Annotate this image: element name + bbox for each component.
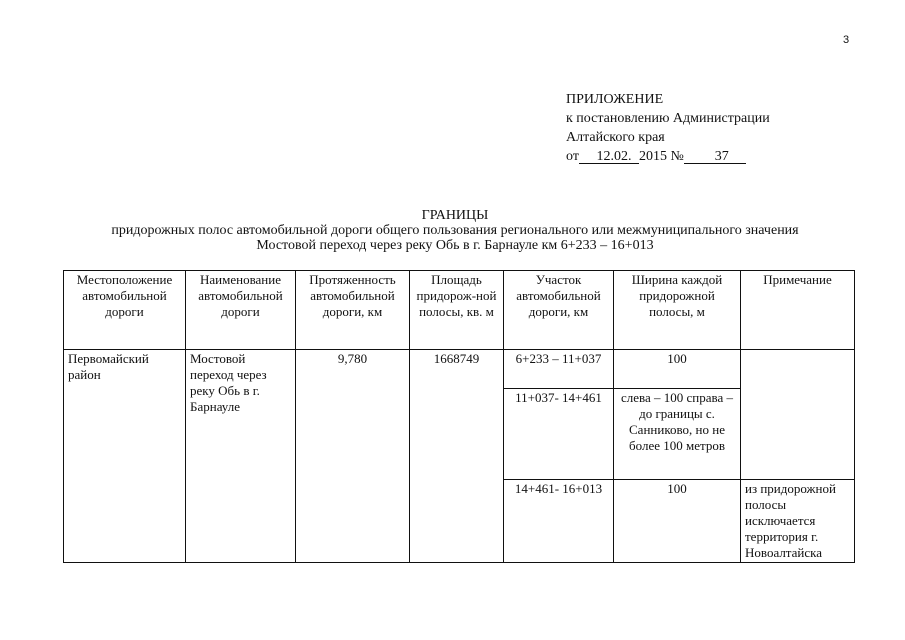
appendix-line-2: Алтайского края — [566, 130, 665, 145]
cell-length: 9,780 — [296, 350, 410, 563]
heading-line-1: придорожных полос автомобильной дороги общего пользования регионального или межмуниципального значения — [111, 223, 799, 238]
header-area: Площадь придорож-ной полосы, кв. м — [410, 271, 504, 350]
table-header-row — [64, 271, 855, 350]
appendix-title: ПРИЛОЖЕНИЕ — [566, 92, 664, 107]
heading-title: ГРАНИЦЫ — [421, 208, 489, 223]
cell-section-note — [741, 350, 855, 480]
cell-section-width: 100 — [614, 350, 741, 389]
cell-area: 1668749 — [410, 350, 504, 563]
appendix-number: 37 — [684, 150, 746, 164]
cell-section-range: 11+037- 14+461 — [504, 389, 614, 480]
header-width: Ширина каждой придорожной полосы, м — [614, 271, 741, 350]
cell-section-width: 100 — [614, 480, 741, 563]
cell-section-width: слева – 100 справа – до границы с. Санниково, но не более 100 метров — [614, 389, 741, 480]
header-length: Протяженность автомобильной дороги, км — [296, 271, 410, 350]
appendix-from-label: от — [566, 149, 579, 164]
header-road-name: Наименование автомобильной дороги — [186, 271, 296, 350]
header-section: Участок автомобильной дороги, км — [504, 271, 614, 350]
page-number: 3 — [843, 34, 850, 46]
table-row — [64, 350, 855, 389]
cell-section-range: 14+461- 16+013 — [504, 480, 614, 563]
header-location: Местоположение автомобильной дороги — [64, 271, 186, 350]
appendix-block — [566, 90, 770, 166]
cell-section-range: 6+233 – 11+037 — [504, 350, 614, 389]
appendix-date: 12.02. — [579, 150, 639, 164]
appendix-date-line — [566, 147, 770, 166]
document-heading — [60, 208, 850, 253]
cell-location: Первомайский район — [64, 350, 186, 563]
heading-line-2: Мостовой переход через реку Обь в г. Барнауле км 6+233 – 16+013 — [256, 238, 654, 253]
cell-section-note: из придорожной полосы исключается территория г. Новоалтайска — [741, 480, 855, 563]
boundaries-table — [63, 270, 855, 563]
appendix-year: 2015 № — [638, 149, 684, 164]
cell-road-name: Мостовой переход через реку Обь в г. Барнауле — [186, 350, 296, 563]
header-note: Примечание — [741, 271, 855, 350]
appendix-line-1: к постановлению Администрации — [566, 111, 770, 126]
